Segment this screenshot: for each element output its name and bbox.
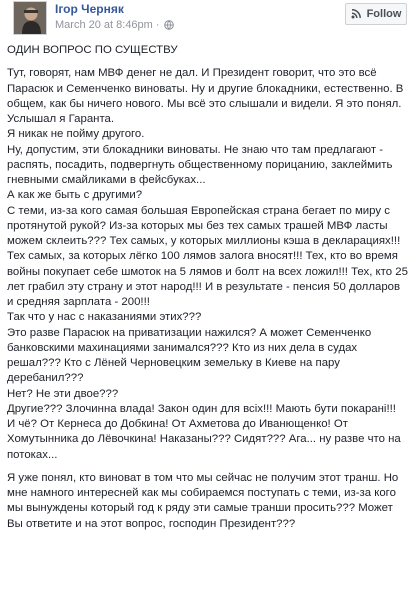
paragraph: Я уже понял, кто виноват в том что мы сейчас не получим этот транш. Но мне намного интересней как мы собираемся поступать с теми, из-за кого мы вынуждены который год к ряду эти самые транши просить??? Может Вы ответите и на этот вопрос, господин Президент??? xyxy=(7,471,399,530)
paragraph: Я никак не пойму другого. xyxy=(7,128,145,141)
paragraph: Это разве Парасюк на приватизации нажился? А может Семенченко банковскими махинациями занимался??? Кто из них дела в судах решал??? Кто с Лёней Черновецким земельку в Киеве на пару деребанил??? xyxy=(7,326,372,385)
post-title: ОДИН ВОПРОС ПО СУЩЕСТВУ xyxy=(7,44,178,56)
paragraph: И чё? От Кернеса до Добкина! От Ахметова до Иванющенко! От Хомутынника до Лёвочкина! Наказаны??? Сидят??? Ага... ну разве что на потоках... xyxy=(7,418,401,461)
user-photo-icon xyxy=(14,2,46,34)
paragraph: Другие??? Злочинна влада! Закон один для всіх!!! Мають бути покарані!!! xyxy=(7,402,396,415)
post-timestamp[interactable]: March 20 at 8:46pm xyxy=(55,19,153,31)
author-name[interactable]: Ігор Черняк xyxy=(55,2,124,16)
post-body xyxy=(7,43,409,532)
follow-button[interactable] xyxy=(345,3,407,25)
paragraph: А как же быть с другими? xyxy=(7,189,143,202)
meta-separator: · xyxy=(155,19,160,31)
paragraph: Тут, говорят, нам МВФ денег не дал. И Президент говорит, что это всё Парасюк и Семенченко виноваты. Ну и другие блокадники, естественно. В общем, как бы ничего нового. Мы всё это слышали и видели. Я это понял. Услышал я Гаранта. xyxy=(7,67,404,125)
author-avatar[interactable] xyxy=(13,1,47,35)
paragraph: Нет? Не эти двое??? xyxy=(7,387,119,400)
follow-label: Follow xyxy=(366,8,402,20)
post-meta xyxy=(55,19,174,31)
rss-follow-icon xyxy=(351,9,363,19)
paragraph: Так что у нас с наказаниями этих??? xyxy=(7,311,202,324)
post-header xyxy=(10,0,409,40)
paragraph: С теми, из-за кого самая большая Европейская страна бегает по миру с протянутой рукой? Из-за которых мы без тех самых трашей МВФ ласты можем склеить??? Тех самых, у которых миллионы кэша в декларациях!!! Тех самых, за которых лёгко 100 лямов залога вносят!!! Тех, кто во время войны покупает себе шмоток на 5 лямов и болт на всех ложил!!! Тех, кто 25 лет грабил эту страну и этот народ!!! И в результате - пенсия 50 долларов и средняя зарплата - 200!!! xyxy=(7,204,408,308)
globe-icon[interactable] xyxy=(164,20,174,30)
paragraph: Ну, допустим, эти блокадники виноваты. Не знаю что там предлагают - распять, посадить, подвергнуть общественному порицанию, заклеймить гневными смайликами в фейсбуках... xyxy=(7,143,393,186)
